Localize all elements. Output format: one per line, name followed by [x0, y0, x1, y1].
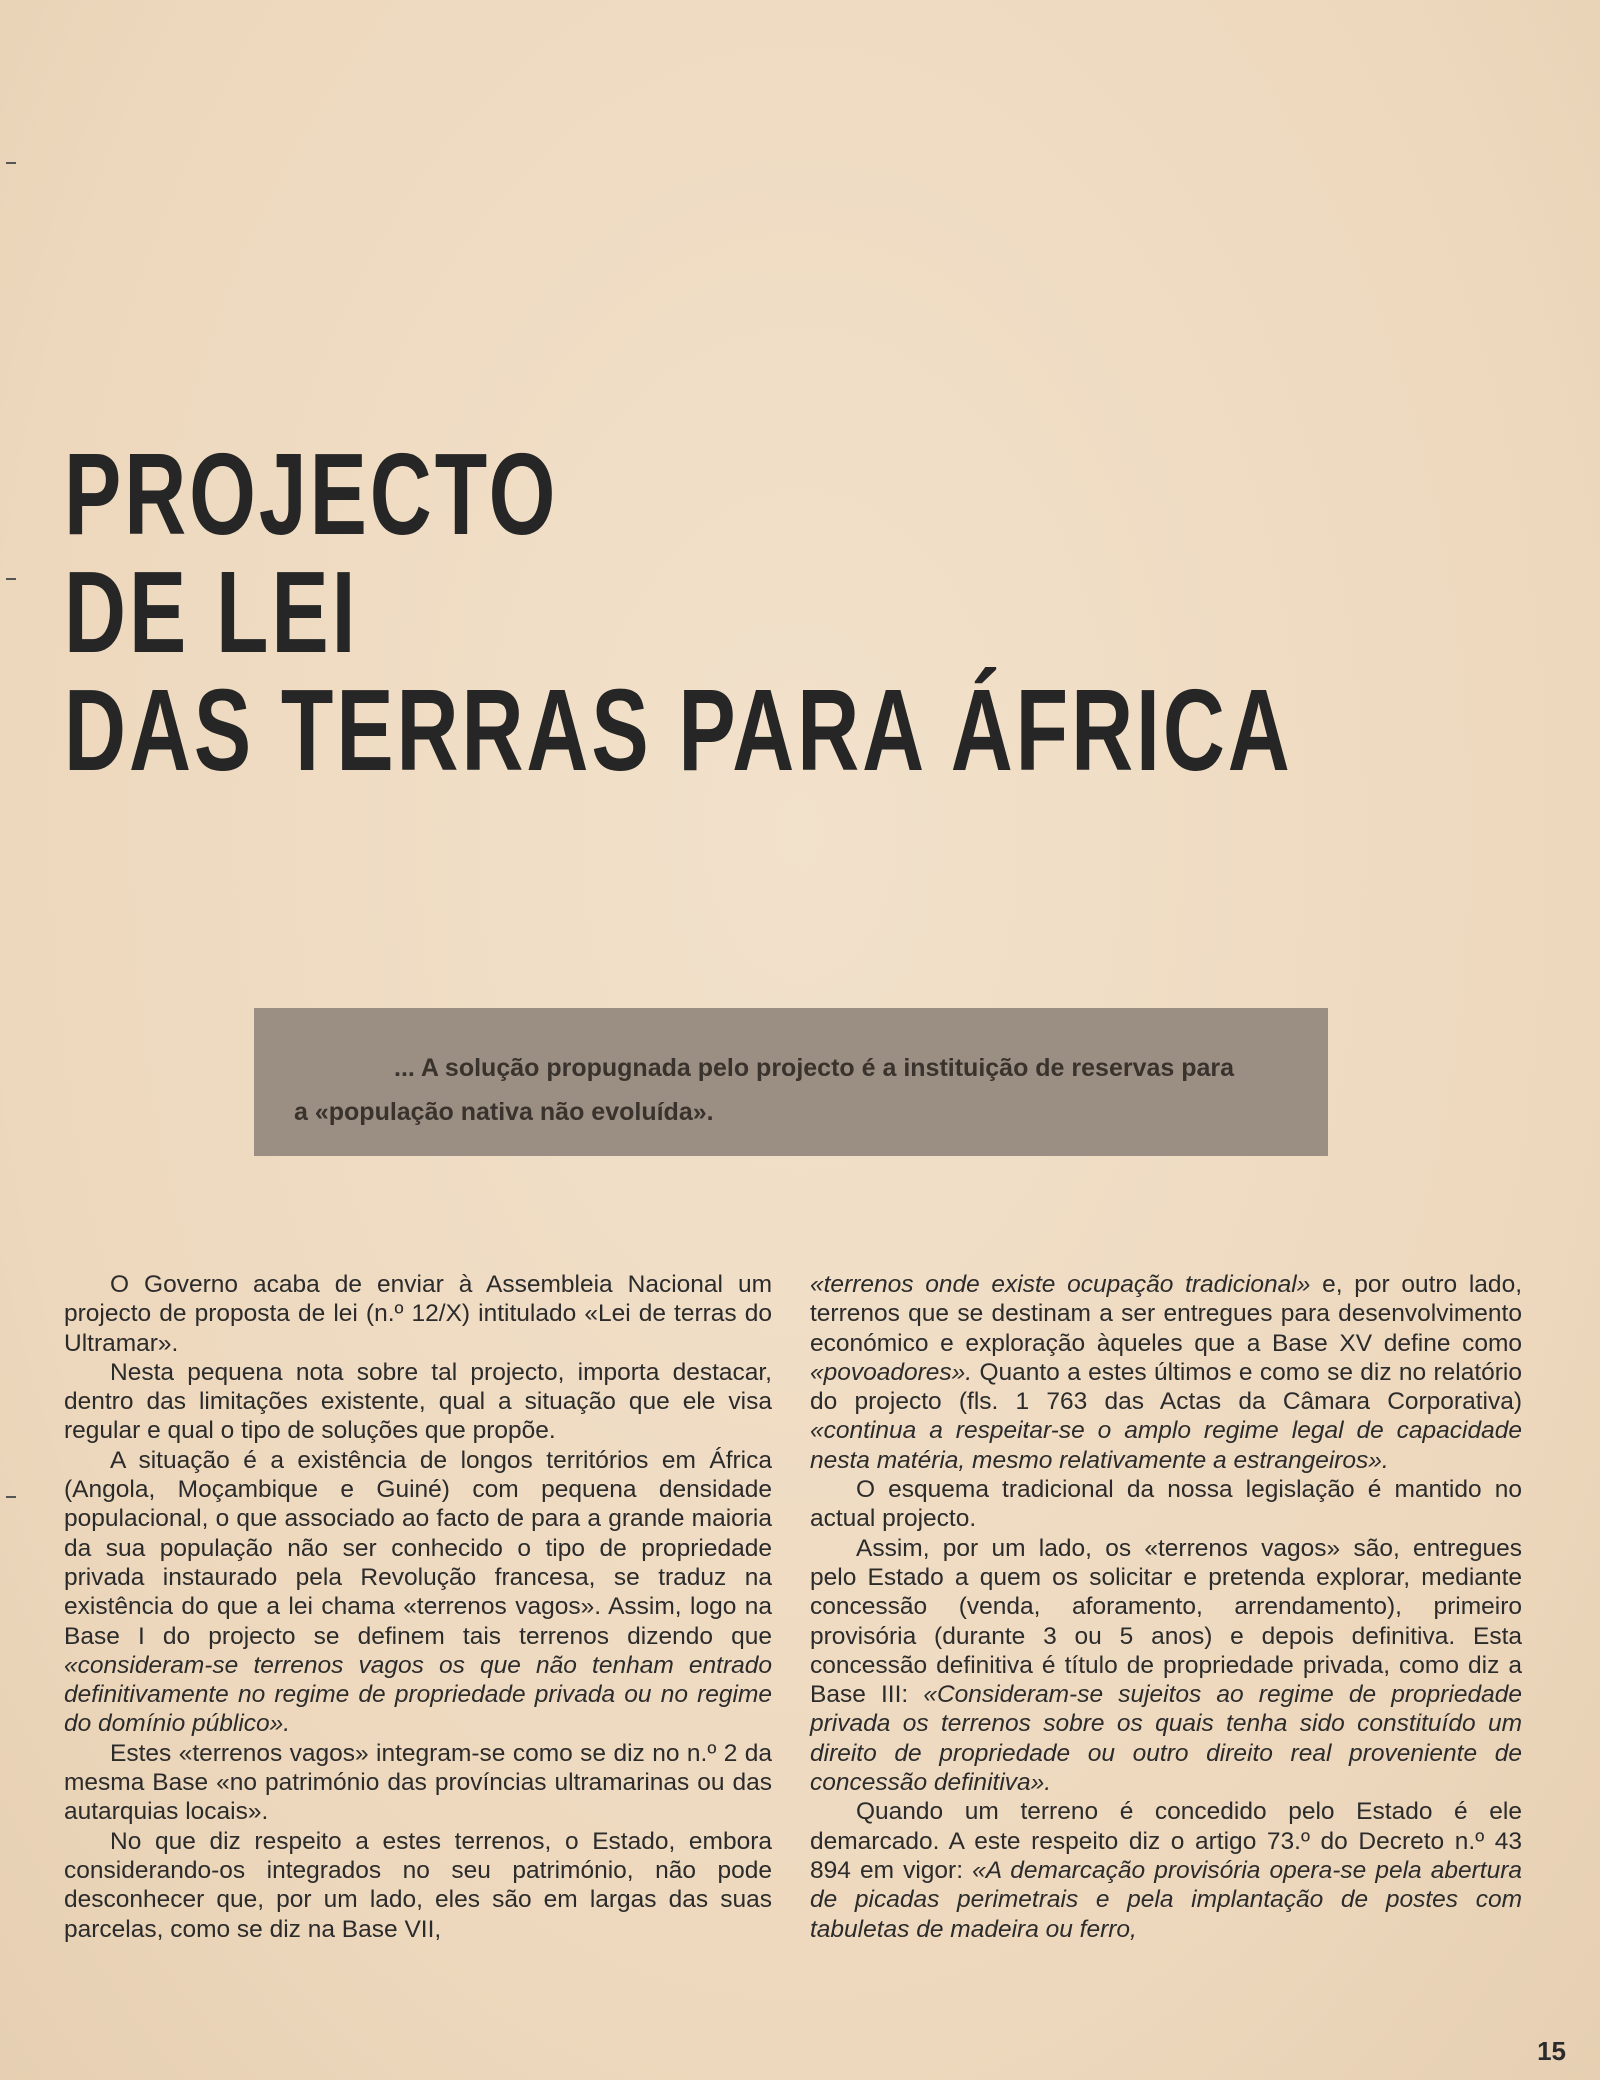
paragraph-text: A situação é a existência de longos territórios em África (Angola, Moçambique e Guiné) com pequena densidade populacional, o que associado ao facto de para a grande maioria da sua população não ser conhecido o tipo de propriedade privada instaurado pela Revolução francesa, se traduz na existência do que a lei chama «terrenos vagos». Assim, logo na Base I do projecto se definem tais terrenos dizendo que: [64, 1446, 772, 1650]
margin-mark: [6, 1496, 16, 1498]
pull-quote-line-1: ... A solução propugnada pelo projecto é a instituição de reservas para: [394, 1054, 1235, 1082]
margin-mark: [6, 162, 16, 164]
paragraph: [810, 1534, 1522, 1798]
page-number: 15: [1537, 2036, 1566, 2066]
paragraph-text: e, por outro lado, terrenos que se destinam a ser entregues para desenvolvimento económico e exploração àqueles que a Base XV define como: [810, 1271, 1522, 1357]
quoted-text: «Consideram-se sujeitos ao regime de propriedade privada os terrenos sobre os quais tenha sido constituído um direito de propriedade ou outro direito real proveniente de concessão definitiva».: [810, 1681, 1522, 1797]
paragraph-text: Assim, por um lado, os «terrenos vagos» são, entregues pelo Estado a quem os solicitar e pretenda explorar, mediante concessão (venda, aforamento, arrendamento), primeiro provisória (durante 3 ou 5 anos) e depois definitiva. Esta concessão definitiva é título de propriedade privada, como diz a Base III:: [810, 1534, 1522, 1709]
paragraph: Estes «terrenos vagos» integram-se como se diz no n.º 2 da mesma Base «no património das províncias ultramarinas ou das autarquias locais».: [64, 1739, 772, 1826]
paragraph: [810, 1270, 1522, 1475]
title-line-1: PROJECTO: [64, 429, 559, 559]
title-line-3: DAS TERRAS PARA ÁFRICA: [64, 665, 1293, 795]
quoted-text: «terrenos onde existe ocupação tradicional»: [810, 1271, 1311, 1298]
left-text-column: [64, 1270, 772, 1944]
margin-mark: [6, 578, 16, 580]
pull-quote-line-2: a «população nativa não evoluída».: [294, 1098, 714, 1126]
paragraph: Nesta pequena nota sobre tal projecto, importa destacar, dentro das limitações existente, qual a situação que ele visa regular e qual o tipo de soluções que propõe.: [64, 1358, 772, 1445]
article-title: [64, 429, 1293, 795]
quoted-text: «continua a respeitar-se o amplo regime legal de capacidade nesta matéria, mesmo relativamente a estrangeiros».: [810, 1417, 1522, 1474]
quoted-text: «consideram-se terrenos vagos os que não tenham entrado definitivamente no regime de propriedade privada ou no regime do domínio público».: [64, 1651, 772, 1738]
paragraph: O Governo acaba de enviar à Assembleia Nacional um projecto de proposta de lei (n.º 12/X) intitulado «Lei de terras do Ultramar».: [64, 1271, 772, 1357]
paragraph: O esquema tradicional da nossa legislação é mantido no actual projecto.: [810, 1476, 1522, 1533]
paragraph-text: Quando um terreno é concedido pelo Estado é ele demarcado. A este respeito diz o artigo 73.º do Decreto n.º 43 894 em vigor:: [810, 1798, 1522, 1884]
paragraph: [810, 1797, 1522, 1943]
quoted-text: «A demarcação provisória opera-se pela abertura de picadas perimetrais e pela implantação de postes com tabuletas de madeira ou ferro,: [810, 1856, 1523, 1943]
paragraph: [64, 1446, 772, 1739]
title-line-2: DE LEI: [64, 547, 359, 677]
quoted-text: «povoadores».: [810, 1358, 973, 1386]
right-text-column: [810, 1270, 1522, 1944]
paragraph: No que diz respeito a estes terrenos, o Estado, embora considerando-os integrados no seu património, não pode desconhecer que, por um lado, eles são em largas das suas parcelas, como se diz na Base VII,: [64, 1827, 772, 1943]
pull-quote-box: [254, 1008, 1328, 1156]
paragraph-text: Quanto a estes últimos e como se diz no relatório do projecto (fls. 1 763 das Actas da Câmara Corporativa): [810, 1358, 1522, 1416]
